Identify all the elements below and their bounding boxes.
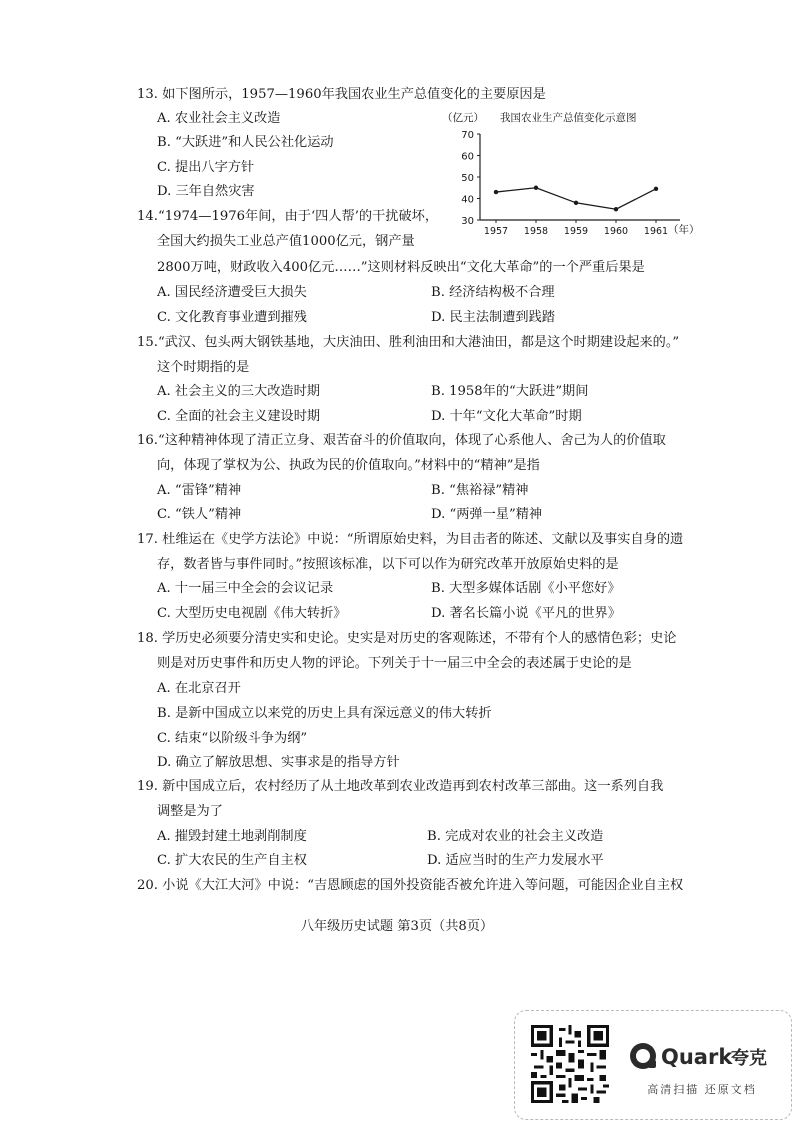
q19-option-b: B. 完成对农业的社会主义改造 bbox=[427, 829, 604, 844]
q18-option-d: D. 确立了解放思想、实事求是的指导方针 bbox=[157, 755, 400, 770]
q13-option-b: B. “大跃进”和人民公社化运动 bbox=[157, 135, 334, 150]
y-tick-label: 60 bbox=[461, 151, 474, 163]
x-tick-label: 1959 bbox=[563, 226, 589, 237]
q13-option-a: A. 农业社会主义改造 bbox=[157, 111, 281, 126]
q14-option-a: A. 国民经济遭受巨大损失 bbox=[157, 285, 307, 300]
quark-brand: Quark bbox=[661, 1045, 733, 1069]
question-17-stem-line1: 17. 杜维运在《史学方法论》中说：“所谓原始史料，为目击者的陈述、文献以及事实自身的遗 bbox=[137, 532, 684, 547]
q16-option-b: B. “焦裕禄”精神 bbox=[431, 483, 529, 498]
quark-watermark bbox=[514, 1010, 792, 1120]
question-19-stem-line1: 19. 新中国成立后，农村经历了从土地改革到农业改造再到农村改革三部曲。这一系列自我 bbox=[137, 779, 664, 794]
q19-option-d: D. 适应当时的生产力发展水平 bbox=[427, 853, 604, 868]
x-tick-label: 1957 bbox=[483, 226, 509, 237]
q14-option-b: B. 经济结构极不合理 bbox=[431, 285, 555, 300]
q16-option-c: C. “铁人”精神 bbox=[157, 507, 242, 522]
y-tick-label: 50 bbox=[461, 173, 474, 184]
q14-option-c: C. 文化教育事业遭到摧残 bbox=[157, 310, 307, 325]
question-14-stem-line3: 2800万吨，财政收入400亿元……”这则材料反映出“文化大革命”的一个严重后果是 bbox=[157, 260, 645, 275]
q15-option-c: C. 全面的社会主义建设时期 bbox=[157, 409, 321, 424]
q15-option-d: D. 十年“文化大革命”时期 bbox=[431, 409, 582, 424]
data-point-1959 bbox=[574, 201, 578, 205]
quark-brand-cn: 夸克 bbox=[731, 1048, 767, 1069]
y-tick-label: 40 bbox=[461, 194, 474, 206]
chart-series-line bbox=[496, 188, 656, 210]
q18-option-a: A. 在北京召开 bbox=[157, 681, 241, 696]
q13-option-c: C. 提出八字方针 bbox=[157, 160, 255, 175]
q13-option-d: D. 三年自然灾害 bbox=[157, 184, 255, 199]
q18-option-c: C. 结束“以阶级斗争为纲” bbox=[157, 731, 308, 746]
question-16-stem-line1: 16.“这种精神体现了清正立身、艰苦奋斗的价值取向，体现了心系他人、舍己为人的价值取 bbox=[137, 433, 666, 448]
x-tick-label: 1958 bbox=[523, 226, 549, 237]
question-15-stem-line1: 15.“武汉、包头两大钢铁基地，大庆油田、胜利油田和大港油田，都是这个时期建设起来的。” bbox=[137, 335, 680, 350]
question-13-stem: 13. 如下图所示，1957—1960年我国农业生产总值变化的主要原因是 bbox=[137, 87, 546, 102]
q19-option-a: A. 摧毁封建土地剥削制度 bbox=[157, 829, 307, 844]
question-14-stem-line2: 全国大约损失工业总产值1000亿元，钢产量 bbox=[157, 234, 415, 249]
chart-title: 我国农业生产总值变化示意图 bbox=[500, 112, 637, 124]
q17-option-c: C. 大型历史电视剧《伟大转折》 bbox=[157, 606, 347, 621]
question-19-stem-line2: 调整是为了 bbox=[157, 804, 223, 819]
q16-option-d: D. “两弹一星”精神 bbox=[431, 507, 543, 522]
question-20-stem-line1: 20. 小说《大江大河》中说：“吉恩顾虑的国外投资能否被允许进入等问题，可能因企业自主权 bbox=[137, 878, 684, 893]
y-tick-label: 30 bbox=[461, 216, 474, 227]
quark-q-icon bbox=[630, 1043, 656, 1069]
page-footer: 八年级历史试题 第3页（共8页） bbox=[300, 919, 494, 934]
y-tick-label: 70 bbox=[461, 130, 474, 141]
question-16-stem-line2: 向，体现了掌权为公、执政为民的价值取向。”材料中的“精神”是指 bbox=[157, 458, 540, 473]
chart-ylabel: （亿元） bbox=[442, 112, 484, 124]
chart-xlabel: （年） bbox=[668, 224, 700, 236]
data-point-1958 bbox=[534, 186, 538, 190]
question-14-stem-line1: 14.“1974—1976年间，由于‘四人帮’的干扰破坏， bbox=[137, 209, 439, 224]
data-point-1960 bbox=[614, 207, 618, 211]
q17-option-d: D. 著名长篇小说《平凡的世界》 bbox=[431, 606, 621, 621]
q18-option-b: B. 是新中国成立以来党的历史上具有深远意义的伟大转折 bbox=[157, 706, 492, 721]
quark-logo bbox=[627, 1039, 777, 1073]
data-point-1961 bbox=[654, 187, 658, 191]
data-point-1957 bbox=[494, 190, 498, 194]
q19-option-c: C. 扩大农民的生产自主权 bbox=[157, 853, 307, 868]
agri-output-chart bbox=[442, 106, 708, 241]
q17-option-a: A. 十一届三中全会的会议记录 bbox=[157, 581, 334, 596]
question-18-stem-line2: 则是对历史事件和历史人物的评论。下列关于十一届三中全会的表述属于史论的是 bbox=[157, 656, 632, 671]
q15-option-b: B. 1958年的“大跃进”期间 bbox=[431, 384, 589, 399]
x-tick-label: 1961 bbox=[643, 226, 669, 237]
q15-option-a: A. 社会主义的三大改造时期 bbox=[157, 384, 320, 399]
qr-code-icon bbox=[531, 1025, 609, 1103]
q16-option-a: A. “雷锋”精神 bbox=[157, 483, 242, 498]
question-18-stem-line1: 18. 学历史必须要分清史实和史论。史实是对历史的客观陈述，不带有个人的感情色彩；史论 bbox=[137, 631, 677, 646]
q17-option-b: B. 大型多媒体话剧《小平您好》 bbox=[431, 581, 621, 596]
q14-option-d: D. 民主法制遭到践踏 bbox=[431, 310, 555, 325]
question-15-stem-line2: 这个时期指的是 bbox=[157, 360, 250, 375]
question-17-stem-line2: 存，数者皆与事件同时。”按照该标准，以下可以作为研究改革开放原始史料的是 bbox=[157, 557, 619, 572]
x-tick-label: 1960 bbox=[603, 226, 629, 237]
quark-subtitle: 高清扫描 还原文档 bbox=[647, 1083, 757, 1096]
